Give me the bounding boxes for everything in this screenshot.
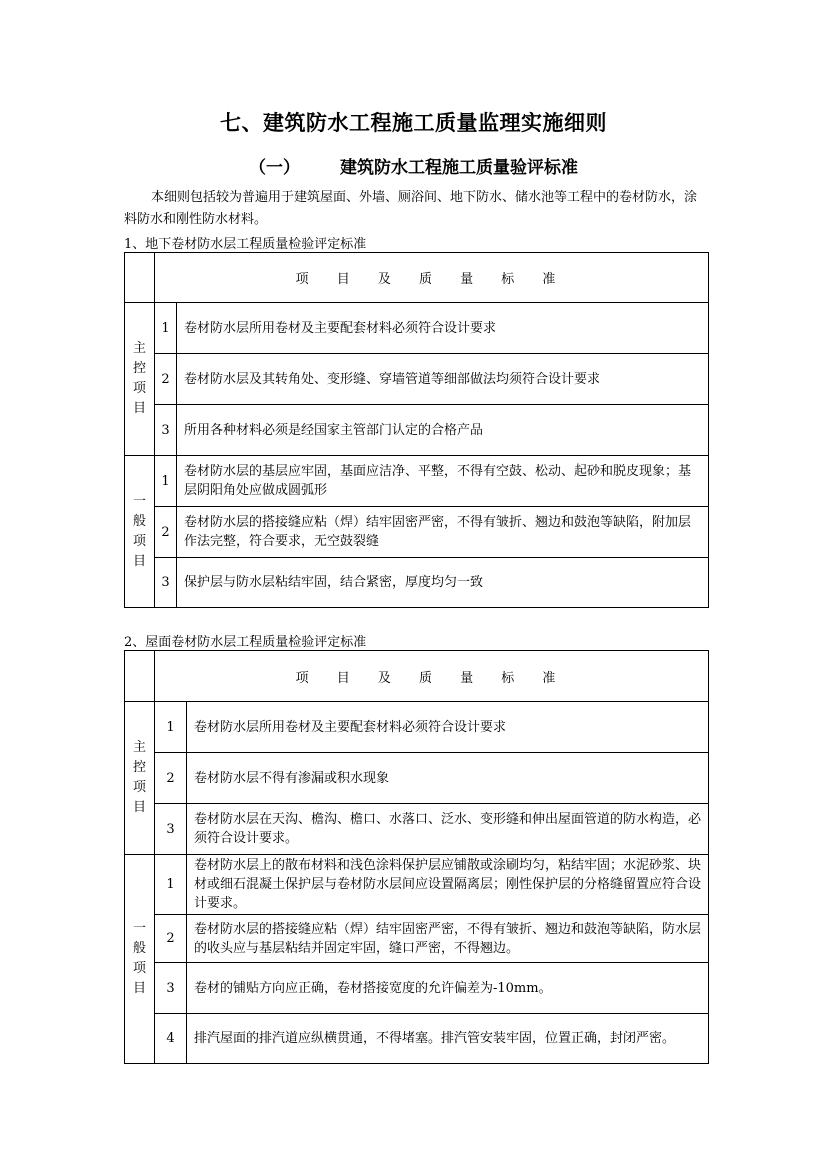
item-number: 1 — [155, 855, 187, 915]
item-text: 卷材防水层的基层应牢固，基面应洁净、平整，不得有空鼓、松动、起砂和脱皮现象；基层阴阳角处应做成圆弧形 — [177, 456, 709, 507]
category-general — [125, 855, 155, 1064]
table-row — [125, 456, 709, 507]
item-text: 卷材防水层及其转角处、变形缝、穿墙管道等细部做法均须符合设计要求 — [177, 354, 709, 405]
item-text: 卷材防水层上的散布材料和浅色涂料保护层应铺散或涂刷均匀，粘结牢固；水泥砂浆、块材或细石混凝土保护层与卷材防水层间应设置隔离层；刚性保护层的分格缝留置应符合设计要求。 — [187, 855, 709, 915]
table-header: 项 目 及 质 量 标 准 — [155, 253, 709, 303]
category-label: 主控项目 — [132, 740, 146, 815]
table-header-row — [125, 253, 709, 303]
item-number: 2 — [155, 507, 177, 558]
item-text: 卷材防水层所用卷材及主要配套材料必须符合设计要求 — [177, 303, 709, 354]
table-row — [125, 855, 709, 915]
table-row — [125, 804, 709, 855]
category-label: 一般项目 — [132, 921, 146, 996]
item-number: 2 — [155, 753, 187, 804]
item-number: 1 — [155, 303, 177, 354]
section-heading-number: （一） — [249, 158, 300, 178]
item-text: 卷材防水层不得有渗漏或积水现象 — [187, 753, 709, 804]
item-text: 卷材防水层在天沟、檐沟、檐口、水落口、泛水、变形缝和伸出屋面管道的防水构造，必须符合设计要求。 — [187, 804, 709, 855]
table2-caption: 2、屋面卷材防水层工程质量检验评定标准 — [124, 635, 367, 650]
item-text: 保护层与防水层粘结牢固，结合紧密，厚度均匀一致 — [177, 558, 709, 608]
item-number: 1 — [155, 702, 187, 753]
item-text: 卷材防水层的搭接缝应粘（焊）结牢固密严密，不得有皱折、翘边和鼓泡等缺陷，防水层的收头应与基层粘结并固定牢固，缝口严密，不得翘边。 — [187, 915, 709, 963]
item-number: 4 — [155, 1014, 187, 1064]
header-blank-cell — [125, 651, 155, 702]
table-row — [125, 507, 709, 558]
item-number: 3 — [155, 405, 177, 456]
table-row — [125, 354, 709, 405]
category-label: 主控项目 — [132, 341, 146, 416]
item-text: 卷材的铺贴方向应正确，卷材搭接宽度的允许偏差为-10mm。 — [187, 963, 709, 1014]
category-main-control — [125, 303, 155, 456]
table1-caption: 1、地下卷材防水层工程质量检验评定标准 — [124, 237, 367, 252]
table-row — [125, 558, 709, 608]
table-row — [125, 702, 709, 753]
intro-paragraph: 本细则包括较为普遍用于建筑屋面、外墙、厕浴间、地下防水、储水池等工程中的卷材防水，涂料防水和刚性防水材料。 — [124, 190, 698, 227]
item-text: 卷材防水层所用卷材及主要配套材料必须符合设计要求 — [187, 702, 709, 753]
section-heading-text: 建筑防水工程施工质量验评标准 — [340, 158, 578, 178]
table-row — [125, 753, 709, 804]
table-row — [125, 915, 709, 963]
item-number: 3 — [155, 963, 187, 1014]
category-general — [125, 456, 155, 608]
category-main-control — [125, 702, 155, 855]
table-row — [125, 963, 709, 1014]
item-text: 排汽屋面的排汽道应纵横贯通，不得堵塞。排汽管安装牢固，位置正确，封闭严密。 — [187, 1014, 709, 1064]
item-number: 3 — [155, 804, 187, 855]
item-text: 卷材防水层的搭接缝应粘（焊）结牢固密严密，不得有皱折、翘边和鼓泡等缺陷，附加层作法完整，符合要求，无空鼓裂缝 — [177, 507, 709, 558]
table-row — [125, 303, 709, 354]
item-number: 3 — [155, 558, 177, 608]
table-underground-waterproofing — [124, 252, 709, 608]
table-roof-waterproofing — [124, 650, 709, 1064]
item-number: 1 — [155, 456, 177, 507]
table-header: 项 目 及 质 量 标 准 — [155, 651, 709, 702]
item-text: 所用各种材料必须是经国家主管部门认定的合格产品 — [177, 405, 709, 456]
table-row — [125, 405, 709, 456]
category-label: 一般项目 — [132, 493, 146, 569]
item-number: 2 — [155, 354, 177, 405]
header-blank-cell — [125, 253, 155, 303]
section-heading — [0, 153, 827, 178]
document-title: 七、建筑防水工程施工质量监理实施细则 — [220, 110, 607, 135]
table-header-row — [125, 651, 709, 702]
table-row — [125, 1014, 709, 1064]
item-number: 2 — [155, 915, 187, 963]
